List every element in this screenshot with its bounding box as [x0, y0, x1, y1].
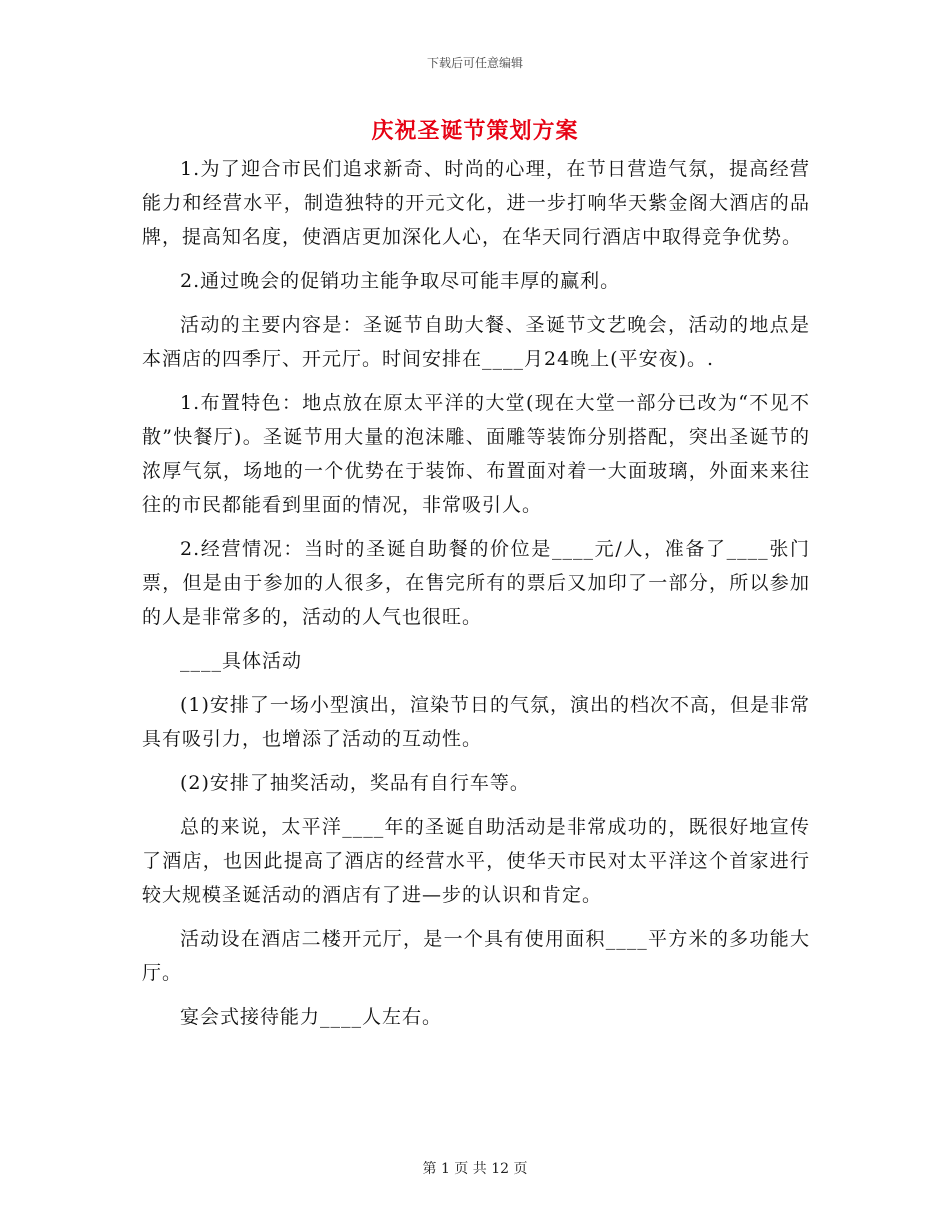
paragraph-operation: 2.经营情况：当时的圣诞自助餐的价位是____元/人，准备了____张门票，但是由于参加的人很多，在售完所有的票后又加印了一部分，所以参加的人是非常多的，活动的人气也很旺。 — [142, 538, 810, 628]
paragraph-summary: 总的来说，太平洋____年的圣诞自助活动是非常成功的，既很好地宣传了酒店，也因此提高了酒店的经营水平，使华天市民对太平洋这个首家进行较大规模圣诞活动的酒店有了进—步的认识和肯定。 — [142, 816, 810, 906]
paragraph-main-content: 活动的主要内容是：圣诞节自助大餐、圣诞节文艺晚会，活动的地点是本酒店的四季厅、开元厅。时间安排在____月24晚上(平安夜)。. — [142, 314, 810, 370]
paragraph-purpose-1: 1.为了迎合市民们追求新奇、时尚的心理，在节日营造气氛，提高经营能力和经营水平，制造独特的开元文化，进一步打响华天紫金阁大酒店的品牌，提高知名度，使酒店更加深化人心，在华天同行酒店中取得竞争优势。 — [142, 158, 810, 248]
page-header: 下载后可任意编辑 — [426, 56, 523, 70]
paragraph-venue: 活动设在酒店二楼开元厅，是一个具有使用面积____平方米的多功能大厅。 — [142, 928, 810, 984]
page-number: 第 1 页 共 12 页 — [422, 1161, 528, 1177]
paragraph-capacity: 宴会式接待能力____人左右。 — [180, 1006, 443, 1028]
paragraph-activities-heading: ____具体活动 — [180, 650, 303, 672]
paragraph-purpose-2: 2.通过晚会的促销功主能争取尽可能丰厚的赢利。 — [180, 270, 621, 292]
paragraph-activity-2: (2)安排了抽奖活动，奖品有自行车等。 — [180, 772, 530, 794]
document-title: 庆祝圣诞节策划方案 — [371, 118, 579, 144]
paragraph-decoration: 1.布置特色：地点放在原太平洋的大堂(现在大堂一部分已改为“不见不散”快餐厅)。圣诞节用大量的泡沫雕、面雕等装饰分别搭配，突出圣诞节的浓厚气氛，场地的一个优势在于装饰、布置面对着一大面玻璃，外面来来往往的市民都能看到里面的情况，非常吸引人。 — [142, 392, 810, 516]
paragraph-activity-1: (1)安排了一场小型演出，渲染节日的气氛，演出的档次不高，但是非常具有吸引力，也增添了活动的互动性。 — [142, 694, 810, 750]
document-body — [142, 152, 810, 1044]
